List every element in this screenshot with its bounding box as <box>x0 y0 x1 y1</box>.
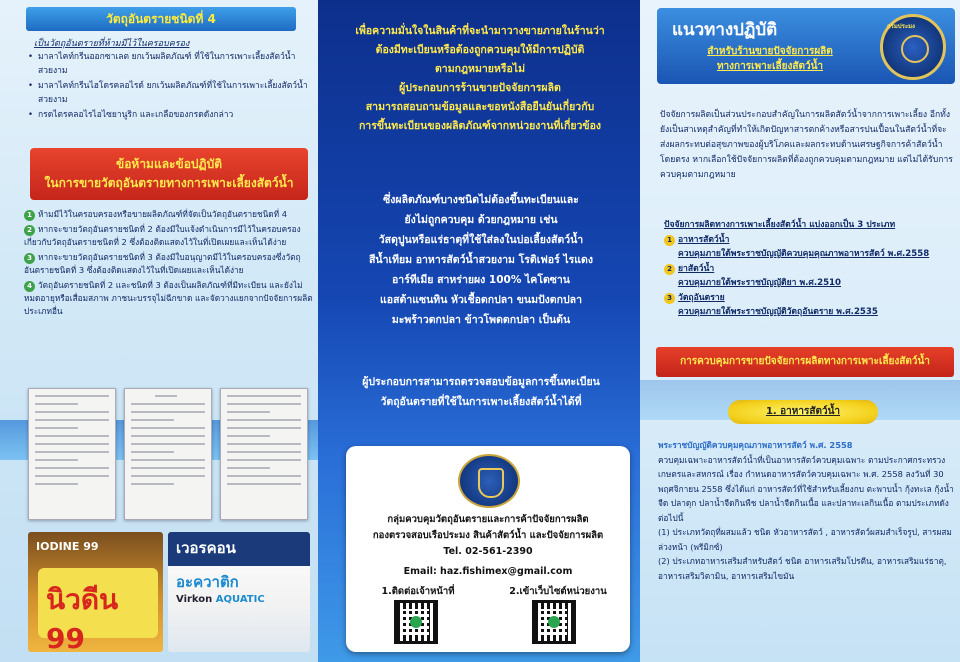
number-badge: 3 <box>24 253 35 264</box>
rule-text: ห้ามมีไว้ในครอบครองหรือขายผลิตภัณฑ์ที่จัดเป็นวัตถุอันตรายชนิดที่ 4 <box>38 209 288 219</box>
class-4-list <box>28 50 310 123</box>
qr2-label: 2.เข้าเว็บไซต์หน่วยงาน <box>509 586 607 597</box>
notice-line: ต้องมีทะเบียนหรือต้องถูกควบคุมให้มีการปฏิบัติ <box>375 44 585 56</box>
text-line: มะพร้าวตกปลา ข้าวโพดตกปลา เป็นต้น <box>391 314 571 326</box>
unregulated-products-text <box>336 190 626 330</box>
law-list-item: (1) ประเภทวัตถุที่ผสมแล้ว ชนิด หัวอาหารสัตว์ , อาหารสัตว์ผสมสำเร็จรูป, สารผสมล่วงหน้า (พรีมิกซ์) <box>658 527 952 552</box>
type-item <box>664 262 956 277</box>
class-4-subtitle: เป็นวัตถุอันตรายที่ห้ามมีไว้ในครอบครอง <box>34 39 190 49</box>
notice-line: ตามกฎหมายหรือไม่ <box>434 63 525 75</box>
rule-item <box>24 223 314 249</box>
rule-item <box>24 208 314 221</box>
product-label-top: IODINE 99 <box>36 540 99 553</box>
line-qr-code[interactable] <box>394 600 438 644</box>
text-line: แอสต้าแซนทิน หัวเชื้อตกปลา ขนมปังตกปลา <box>380 294 582 306</box>
feed-law-section <box>658 438 956 583</box>
number-badge: 2 <box>24 225 35 236</box>
text-line: ผู้ประกอบการสามารถตรวจสอบข้อมูลการขึ้นทะเบียน <box>362 376 600 388</box>
text-line: วัสดุปูนหรือแร่ธาตุที่ใช้ใส่ลงในบ่อเลี้ยงสัตว์น้ำ <box>378 234 584 246</box>
notice-line: ผู้ประกอบการร้านขายปัจจัยการผลิต <box>399 82 561 94</box>
department-of-fisheries-logo <box>880 14 946 80</box>
law-text: ควบคุมเฉพาะอาหารสัตว์น้ำที่เป็นอาหารสัตว์ควบคุมเฉพาะ ตามประกาศกระทรวงเกษตรและสหกรณ์ เรื่อง กำหนดอาหารสัตว์ควบคุมเฉพาะ พ.ศ. 2558 ลงวันที่ 30 พฤศจิกายน 2558 ซึ่งได้แก่ อาหารสัตว์ที่ใช้สำหรับเลี้ยงกบ ตะพาบน้ำ กุ้งทะเล กุ้งน้ำจืด ปลาดุก ปลาน้ำจืดกินพืช ปลาน้ำจืดกินเนื้อ และปลาทะเลกินเนื้อ ตามประเภทดังต่อไปนี้ <box>658 454 954 523</box>
contact-email[interactable]: Email: haz.fishimex@gmail.com <box>403 566 573 577</box>
product-name-thai-2: อะควาติก <box>176 573 239 591</box>
number-badge: 4 <box>24 281 35 292</box>
contact-group: กลุ่มควบคุมวัตถุอันตรายและการค้าปัจจัยการผลิต <box>387 514 589 525</box>
text-line: ยังไม่ถูกควบคุม ด้วยกฎหมาย เช่น <box>404 214 558 226</box>
type-name: อาหารสัตว์น้ำ <box>678 234 730 245</box>
subtitle-line: ทางการเพาะเลี้ยงสัตว์น้ำ <box>716 61 824 72</box>
law-list-item: (2) ประเภทอาหารเสริมสำหรับสัตว์ ชนิด อาหารเสริมโปรตีน, อาหารเสริมแร่ธาตุ, อาหารเสริมวิตามิน, อาหารเสริมไขมัน <box>658 556 947 581</box>
product-brand: Virkon AQUATIC <box>176 594 265 605</box>
aquatic-feed-section-button[interactable]: 1. อาหารสัตว์น้ำ <box>728 400 878 424</box>
text-line: ซึ่งผลิตภัณฑ์บางชนิดไม่ต้องขึ้นทะเบียนและ <box>383 194 579 206</box>
list-item: • มาลาไคท์กรีนออกซาเลต ยกเว้นผลิตภัณฑ์ ที่ใช้ในการเพาะเลี้ยงสัตว์น้ำสวยงาม <box>28 50 310 78</box>
product-name-thai: เวอรคอน <box>176 539 236 557</box>
notice-line: การขึ้นทะเบียนของผลิตภัณฑ์จากหน่วยงานที่เกี่ยวข้อง <box>358 120 602 132</box>
intro-paragraph: ปัจจัยการผลิตเป็นส่วนประกอบสำคัญในการผลิตสัตว์น้ำจากการเพาะเลี้ยง อีกทั้งยังเป็นสาเหตุสำคัญที่ทำให้เกิดปัญหาสารตกค้างหรือสารปนเปื้อนในสัตว์น้ำที่จะส่งผลกระทบต่อสุขภาพของผู้บริโภคและผลกระทบด้านเศรษฐกิจการค้าสัตว์น้ำ โดยตรง หากเลือกใช้ปัจจัยการผลิตที่ต้องถูกควบคุมตามกฎหมาย แต่ไม่ได้รับการควบคุมตามกฎหมาย <box>660 110 953 180</box>
type-law: ควบคุมภายใต้พระราชบัญญัติควบคุมคุณภาพอาหารสัตว์ พ.ศ.2558 <box>678 249 930 259</box>
check-registration-text <box>336 372 626 412</box>
text-line: สีน้ำเทียม อาหารสัตว์น้ำสวยงาม โรติเฟอร์ ไรแดง <box>369 254 593 266</box>
type-name: ยาสัตว์น้ำ <box>678 263 715 274</box>
contact-phone[interactable]: Tel. 02-561-2390 <box>443 546 533 557</box>
hazard-class-4-banner: วัตถุอันตรายชนิดที่ 4 <box>26 7 296 31</box>
fisheries-inspection-seal <box>458 454 520 508</box>
rule-text: หากจะขายวัตถุอันตรายชนิดที่ 3 ต้องมีใบอนุญาตมีไว้ในครอบครองซึ่งวัตถุอันตรายชนิดที่ 3 ซึ่งต้องติดแสดงไว้ในที่เปิดเผยและเห็นได้ง่าย <box>24 252 301 275</box>
type-item <box>664 233 956 248</box>
number-badge: 3 <box>664 293 675 304</box>
text-line: วัตถุอันตรายที่ใช้ในการเพาะเลี้ยงสัตว์น้ำได้ที่ <box>380 396 582 408</box>
rule-text: วัตถุอันตรายชนิดที่ 2 และชนิดที่ 3 ต้องเป็นผลิตภัณฑ์ที่มีทะเบียน และยังไม่หมดอายุหรือเสื่อมสภาพ ภาชนะบรรจุไม่ฉีกขาด และจัดวางแยกจากปัจจัยการผลิตประเภทอื่น <box>24 280 313 316</box>
prohibitions-heading <box>30 148 308 200</box>
product-name: นิวดีน 99 <box>46 583 119 652</box>
type-law: ควบคุมภายใต้พระราชบัญญัติวัตถุอันตราย พ.ศ.2535 <box>678 307 878 317</box>
subtitle-line: สำหรับร้านขายปัจจัยการผลิต <box>707 46 833 57</box>
list-item: • มาลาไคท์กรีนไฮโดรคลอไรด์ ยกเว้นผลิตภัณฑ์ที่ใช้ในการเพาะเลี้ยงสัตว์น้ำสวยงาม <box>28 79 310 107</box>
list-item: • กรดไตรคลอไรไอไซยานูริก และเกลือของกรดดังกล่าว <box>28 108 310 122</box>
website-qr-code[interactable] <box>532 600 576 644</box>
prohibitions-heading-line2: ในการขายวัตถุอันตรายทางการเพาะเลี้ยงสัตว์น้ำ <box>44 176 294 190</box>
notice-line: เพื่อความมั่นใจในสินค้าที่จะนำมาวางขายภายในร้านว่า <box>355 25 605 37</box>
contact-division: กองตรวจสอบเรือประมง สินค้าสัตว์น้ำ และปัจจัยการผลิต <box>372 530 604 541</box>
verification-notice <box>332 22 628 136</box>
notice-line: สามารถสอบถามข้อมูลและขอหนังสือยืนยันเกี่ยวกับ <box>365 101 595 113</box>
contact-card <box>346 446 630 652</box>
logo-text: กรมประมง <box>887 23 915 30</box>
law-heading: พระราชบัญญัติควบคุมคุณภาพอาหารสัตว์ พ.ศ. 2558 <box>658 440 853 450</box>
type-name: วัตถุอันตราย <box>678 292 725 303</box>
number-badge: 1 <box>24 210 35 221</box>
page-subtitle <box>660 44 880 74</box>
rules-list <box>24 208 314 320</box>
license-document-image <box>28 388 116 520</box>
rule-item <box>24 251 314 277</box>
page-title: แนวทางปฏิบัติ <box>672 20 778 40</box>
sales-control-heading: การควบคุมการขายปัจจัยการผลิตทางการเพาะเลี้ยงสัตว์น้ำ <box>656 347 954 377</box>
rule-item <box>24 279 314 318</box>
prohibitions-heading-line1: ข้อห้ามและข้อปฏิบัติ <box>116 157 222 171</box>
license-document-image <box>124 388 212 520</box>
rule-text: หากจะขายวัตถุอันตรายชนิดที่ 2 ต้องมีใบแจ้งดำเนินการมีไว้ในครอบครองเกี่ยวกับวัตถุอันตรายชนิดที่ 2 ซึ่งต้องติดแสดงไว้ในที่เปิดเผยและเห็นได้ง่าย <box>24 224 301 247</box>
license-document-image <box>220 388 308 520</box>
qr1-label: 1.ติดต่อเจ้าหน้าที่ <box>381 586 455 597</box>
text-line: อาร์ทีเมีย สาหร่ายผง 100% ไคโตซาน <box>392 274 570 286</box>
types-intro: ปัจจัยการผลิตทางการเพาะเลี้ยงสัตว์น้ำ แบ่งออกเป็น 3 ประเภท <box>664 220 896 230</box>
input-types-list <box>664 218 956 320</box>
type-law: ควบคุมภายใต้พระราชบัญญัติยา พ.ศ.2510 <box>678 278 842 288</box>
number-badge: 2 <box>664 264 675 275</box>
number-badge: 1 <box>664 235 675 246</box>
type-item <box>664 291 956 306</box>
iodine-product-image <box>28 532 163 652</box>
